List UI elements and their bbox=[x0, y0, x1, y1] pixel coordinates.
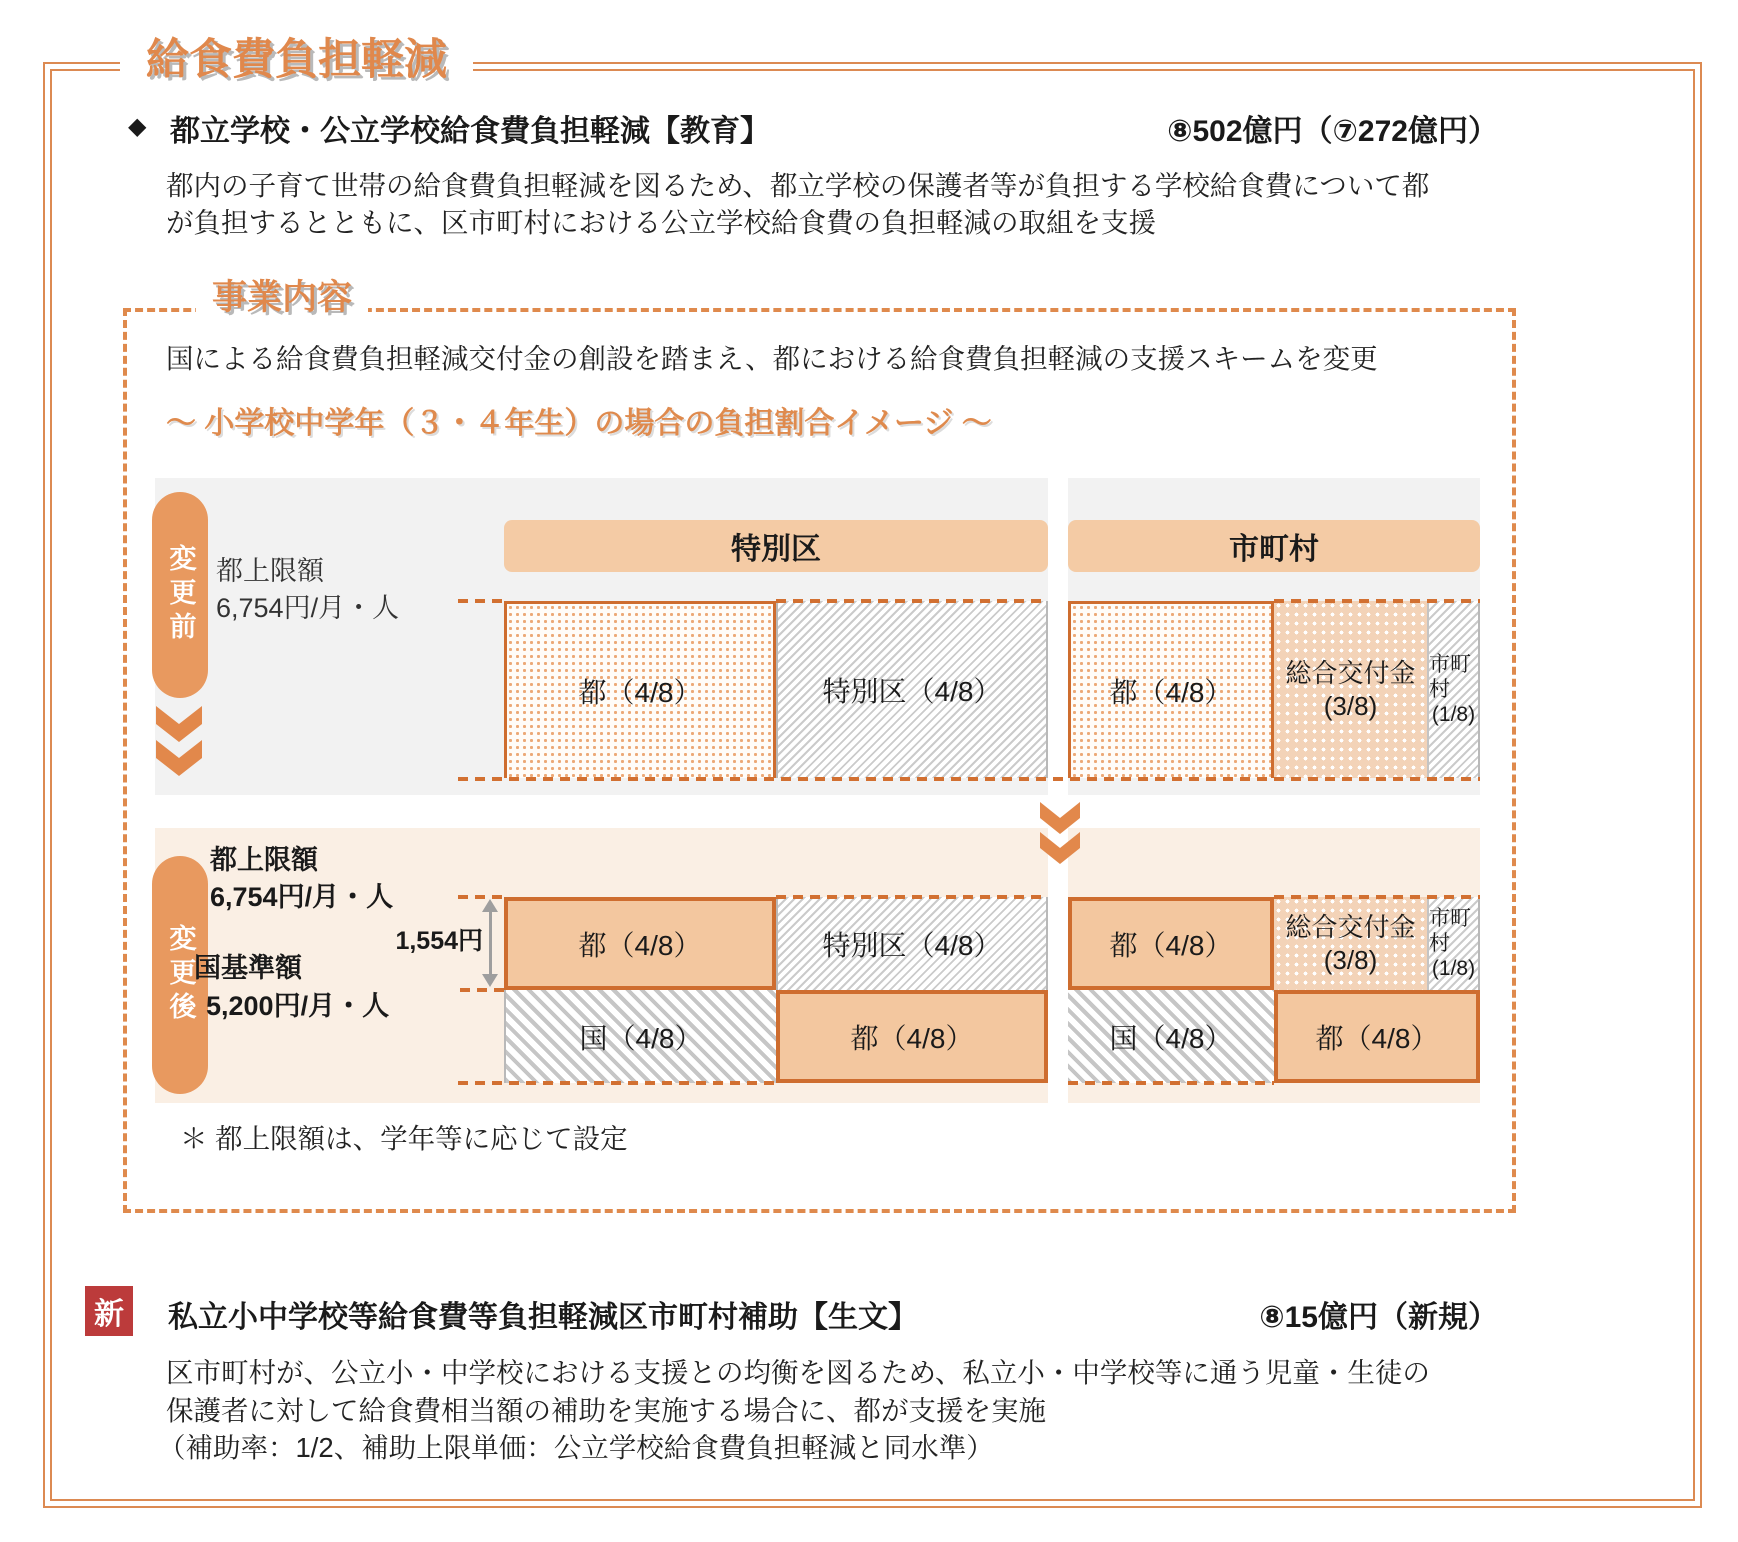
after-top-bar-shichoson bbox=[1429, 897, 1480, 990]
program1-title: 都立学校・公立学校給食費負担軽減【教育】 bbox=[170, 115, 770, 148]
after-bottom-bar-to-m: 都（4/8） bbox=[1274, 990, 1480, 1083]
after-cap-dash-right bbox=[1274, 895, 1480, 899]
after-bottom-dash-right bbox=[1068, 1081, 1274, 1085]
after-base-dash-leader bbox=[460, 988, 504, 992]
after-top-bar-sogokofukin bbox=[1274, 897, 1429, 990]
after-top-bar-tokubetsuku: 特別区（4/8） bbox=[776, 897, 1048, 990]
program2-budget: ⑧15億円（新規） bbox=[1259, 1301, 1498, 1334]
shichoson-frac: (1/8) bbox=[1431, 703, 1476, 727]
national-base-label1: 国基準額 bbox=[194, 953, 302, 983]
before-pill-label: 変更前 bbox=[165, 544, 196, 646]
program2-desc-line3: （補助率：1/2、補助上限単価：公立学校給食費負担軽減と同水準） bbox=[158, 1432, 994, 1463]
after-top-bar-to-m: 都（4/8） bbox=[1068, 897, 1274, 990]
down-chevron-icon-mid bbox=[1040, 802, 1080, 866]
before-cap-label1: 都上限額 bbox=[216, 556, 324, 586]
shichoson-label: 市町村 bbox=[1429, 906, 1471, 955]
before-bottom-dash bbox=[458, 777, 1480, 781]
range-arrow-icon bbox=[482, 899, 499, 987]
national-base-label2: 5,200円/月・人 bbox=[206, 991, 390, 1021]
after-bottom-bar-kuni-m: 国（4/8） bbox=[1068, 990, 1274, 1083]
shichoson-label: 市町村 bbox=[1429, 652, 1471, 701]
before-bar-to-m: 都（4/8） bbox=[1068, 601, 1274, 778]
section-tag-title: 給食費負担軽減 bbox=[120, 24, 473, 89]
after-cap-dash-leader bbox=[458, 895, 504, 899]
diagram-subtitle: ～ 小学校中学年（３・４年生）の場合の負担割合イメージ ～ bbox=[166, 407, 992, 440]
after-bottom-bar-kuni: 国（4/8） bbox=[504, 990, 776, 1083]
sogokofukin-label: 総合交付金 bbox=[1285, 912, 1416, 942]
before-bar-sogokofukin bbox=[1274, 601, 1429, 778]
after-cap-label1: 都上限額 bbox=[210, 845, 318, 875]
after-pill-label: 変更後 bbox=[165, 924, 196, 1026]
after-cap-dash-mid bbox=[776, 895, 1048, 899]
before-bar-tokubetsuku: 特別区（4/8） bbox=[776, 601, 1048, 778]
program1-desc-line2: が負担するとともに、区市町村における公立学校給食費の負担軽減の取組を支援 bbox=[166, 207, 1156, 238]
program2-title: 私立小中学校等給食費等負担軽減区市町村補助【生文】 bbox=[168, 1301, 918, 1334]
before-bar-to: 都（4/8） bbox=[504, 601, 776, 778]
sogokofukin-frac: (3/8) bbox=[1323, 944, 1378, 975]
after-bottom-dash-left bbox=[458, 1081, 776, 1085]
after-top-bar-to: 都（4/8） bbox=[504, 897, 776, 990]
diamond-bullet-icon: ◆ bbox=[128, 113, 147, 140]
before-cap-dash-right bbox=[1274, 599, 1480, 603]
after-cap-label2: 6,754円/月・人 bbox=[210, 882, 394, 912]
header-shichoson: 市町村 bbox=[1068, 520, 1480, 572]
before-cap-label2: 6,754円/月・人 bbox=[216, 593, 400, 623]
before-pill bbox=[152, 492, 208, 698]
shichoson-frac: (1/8) bbox=[1431, 957, 1476, 981]
program2-desc-line2: 保護者に対して給食費相当額の補助を実施する場合に、都が支援を実施 bbox=[166, 1395, 1046, 1426]
diff-amount-label: 1,554円 bbox=[395, 927, 483, 955]
after-bottom-bar-to: 都（4/8） bbox=[776, 990, 1048, 1083]
down-chevron-icon-left bbox=[156, 706, 202, 778]
new-badge: 新 bbox=[85, 1286, 133, 1336]
sogokofukin-label: 総合交付金 bbox=[1285, 658, 1416, 688]
program2-desc-line1: 区市町村が、公立小・中学校における支援との均衡を図るため、私立小・中学校等に通う児童・生徒の bbox=[166, 1357, 1430, 1388]
before-cap-dash-leader bbox=[458, 599, 504, 603]
program1-budget: ⑧502億円（⑦272億円） bbox=[1167, 115, 1498, 148]
program1-desc-line1: 都内の子育て世帯の給食費負担軽減を図るため、都立学校の保護者等が負担する学校給食費について都 bbox=[166, 170, 1430, 201]
before-cap-dash-mid bbox=[776, 599, 1048, 603]
diagram-footnote: ＊ 都上限額は、学年等に応じて設定 bbox=[180, 1123, 628, 1154]
business-intro: 国による給食費負担軽減交付金の創設を踏まえ、都における給食費負担軽減の支援スキームを変更 bbox=[166, 343, 1378, 374]
sogokofukin-frac: (3/8) bbox=[1323, 690, 1378, 721]
header-tokubetsuku: 特別区 bbox=[504, 520, 1048, 572]
business-box-label: 事業内容 bbox=[196, 270, 368, 320]
before-bar-shichoson bbox=[1429, 601, 1480, 778]
